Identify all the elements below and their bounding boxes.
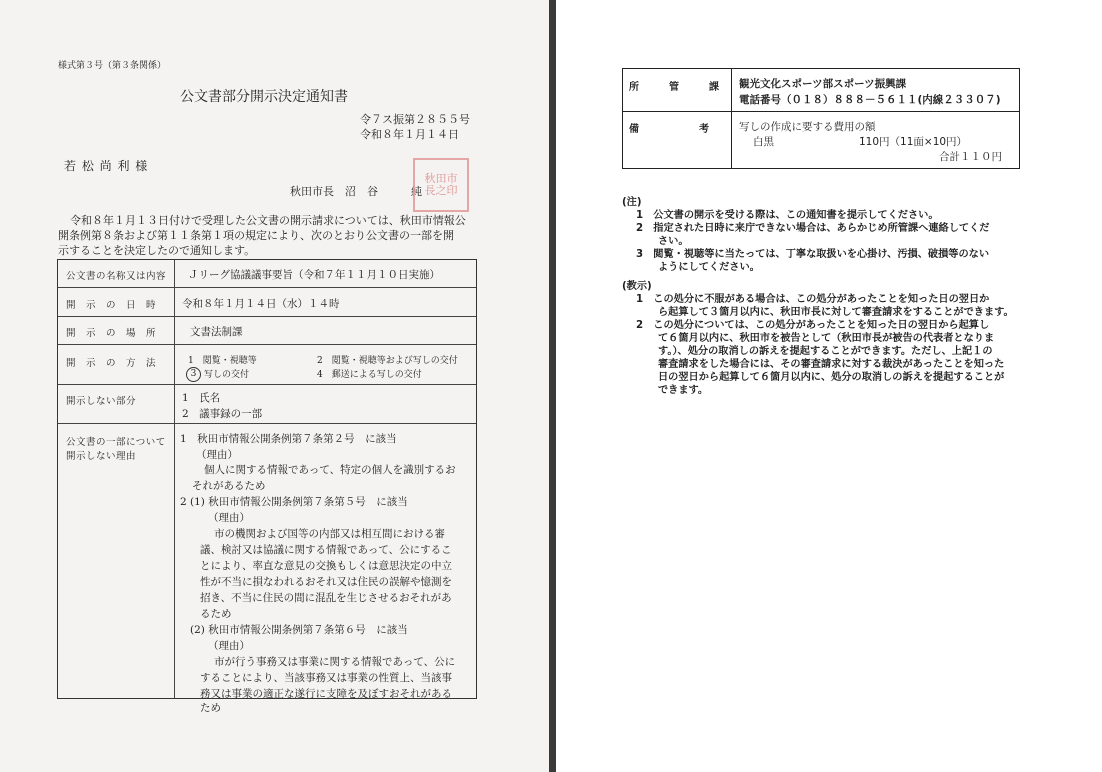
place-label: 開 示 の 場 所 [66, 328, 157, 339]
instruction-line: ら起算して３箇月以内に、秋田市長に対して審査請求をすることができます。 [658, 307, 1014, 318]
remarks-line-2: 白黒 [753, 136, 774, 148]
row-line [58, 344, 476, 345]
note-line: 3 閲覧・視聴等に当たっては、丁寧な取扱いを心掛け、汚損、破損等のない [636, 249, 990, 260]
reason-line: 2 (1) 秋田市情報公開条例第７条第５号 に該当 [180, 496, 408, 508]
instruction-line: 日の翌日から起算して６箇月以内に、処分の取消しの訴えを提起することが [658, 372, 1005, 383]
document-title: 公文書部分開示決定通知書 [180, 89, 348, 105]
note-line: 2 指定された日時に来庁できない場合は、あらかじめ所管課へ連絡してくだ [636, 223, 990, 234]
reason-line: 務又は事業の適正な遂行に支障を及ぼすおそれがある [200, 688, 452, 700]
datetime-label: 開 示 の 日 時 [66, 300, 157, 311]
datetime-value: 令和８年１月１４日（水）１４時 [182, 298, 340, 310]
reason-line: 個人に関する情報であって、特定の個人を識別するお [204, 464, 456, 476]
intro-line-3: 示することを決定したので通知します。 [58, 244, 256, 257]
recipient-name: 若 松 尚 利 様 [64, 159, 149, 173]
row-line [623, 111, 1019, 112]
instruction-line: できます。 [658, 385, 709, 396]
reason-line: することにより、当該事務又は事業の性質上、当該事 [200, 672, 452, 684]
method-option-1: 1 閲覧・視聴等 [188, 356, 257, 366]
official-seal: 秋田市 長之印 [413, 158, 469, 212]
disclosure-table [57, 259, 477, 714]
reason-line: 性が不当に損なわれるおそれ又は住民の誤解や憶測を [200, 576, 452, 588]
place-value: 文書法制課 [190, 326, 243, 338]
table-divider [174, 260, 175, 698]
reason-line: (2) 秋田市情報公開条例第７条第６号 に該当 [190, 624, 408, 636]
reason-line: 招き、不当に住民の間に混乱を生じさせるおそれがあ [200, 592, 452, 604]
nondisclosed-item-2: 2 議事録の一部 [182, 408, 263, 420]
notes-heading: (注) [622, 197, 642, 208]
method-option-4: 4 郵送による写しの交付 [317, 370, 422, 380]
note-line: ようにしてください。 [658, 262, 760, 273]
instruction-line: す。）、処分の取消しの訴えを提起することができます。ただし、上記１の [658, 346, 993, 357]
table-divider [731, 69, 732, 168]
reason-line: （理由） [208, 640, 250, 652]
form-number: 様式第３号（第３条関係） [58, 61, 167, 71]
remarks-line-3: 1̇10円（11面×10円） [859, 136, 968, 148]
remarks-line-4: 合計１１０円 [939, 151, 1002, 163]
intro-line-2: 開条例第８条および第１１条第１項の規定により、次のとおり公文書の一部を開 [58, 229, 454, 242]
row-line [58, 287, 476, 288]
left-page [0, 0, 549, 772]
method-label: 開 示 の 方 法 [66, 358, 157, 369]
reason-line: 議、検討又は協議に関する情報であって、公にするこ [200, 544, 452, 556]
reason-line: るため [200, 608, 232, 620]
reason-line: それがあるため [192, 480, 266, 492]
row-line [58, 384, 476, 385]
reason-line: （理由） [196, 449, 238, 461]
document-date: 令和８年１月１４日 [360, 128, 459, 141]
nondisclosed-label: 開示しない部分 [66, 396, 137, 407]
instruction-line: 審査請求をした場合には、その審査請求に対する裁決があったことを知った [658, 359, 1005, 370]
reason-line: ため [200, 702, 221, 714]
instruction-line: て６箇月以内に、秋田市を被告として（秋田市長が被告の代表者となりま [658, 333, 995, 344]
doc-name-label: 公文書の名称又は内容 [66, 271, 167, 282]
dept-phone: 電話番号（０１８）８８８－５６１１(内線２３３０７) [739, 94, 1001, 106]
remarks-line-1: 写しの作成に要する費用の額 [739, 121, 876, 133]
notes-section [622, 196, 1017, 274]
reason-line: 市の機関および国等の内部又は相互間における審 [214, 528, 445, 540]
reason-label-line-1: 公文書の一部について [66, 437, 166, 448]
instruction-line: 1 この処分に不服がある場合は、この処分があったことを知った日の翌日か [636, 294, 990, 305]
instructions-section [622, 280, 1017, 397]
note-line: さい。 [658, 236, 689, 247]
intro-line-1: 令和８年１月１３日付けで受理した公文書の開示請求については、秋田市情報公 [70, 214, 466, 227]
document-number: 令７ス振第２８５５号 [360, 113, 470, 126]
sender-name: 秋田市長 沼 谷 純 [290, 185, 422, 198]
doc-name-value: Ｊリーグ協議議事要旨（令和７年１１月１０日実施） [188, 269, 440, 281]
dept-label: 所 管 課 [629, 82, 719, 93]
row-line [58, 423, 476, 424]
info-table [622, 68, 1020, 169]
reason-line: 1 秋田市情報公開条例第７条第２号 に該当 [180, 433, 397, 445]
dept-name: 観光文化スポーツ部スポーツ振興課 [739, 78, 907, 90]
reason-line: とにより、率直な意見の交換もしくは意思決定の中立 [200, 560, 452, 572]
reason-line: （理由） [208, 512, 250, 524]
instructions-heading: (教示) [622, 281, 652, 292]
remarks-label: 備 考 [629, 124, 709, 135]
method-option-2: 2 閲覧・視聴等および写しの交付 [317, 356, 458, 366]
note-line: 1 公文書の開示を受ける際は、この通知書を提示してください。 [636, 210, 939, 221]
reason-label-line-2: 開示しない理由 [66, 451, 137, 462]
row-line [58, 316, 476, 317]
nondisclosed-item-1: 1 氏名 [182, 392, 221, 404]
method-option-3-label: 写しの交付 [204, 370, 250, 380]
page-gutter [549, 0, 556, 772]
selected-option-circle: 3 [186, 367, 201, 382]
reason-line: 市が行う事務又は事業に関する情報であって、公に [214, 656, 456, 668]
instruction-line: 2 この処分については、この処分があったことを知った日の翌日から起算し [636, 320, 990, 331]
